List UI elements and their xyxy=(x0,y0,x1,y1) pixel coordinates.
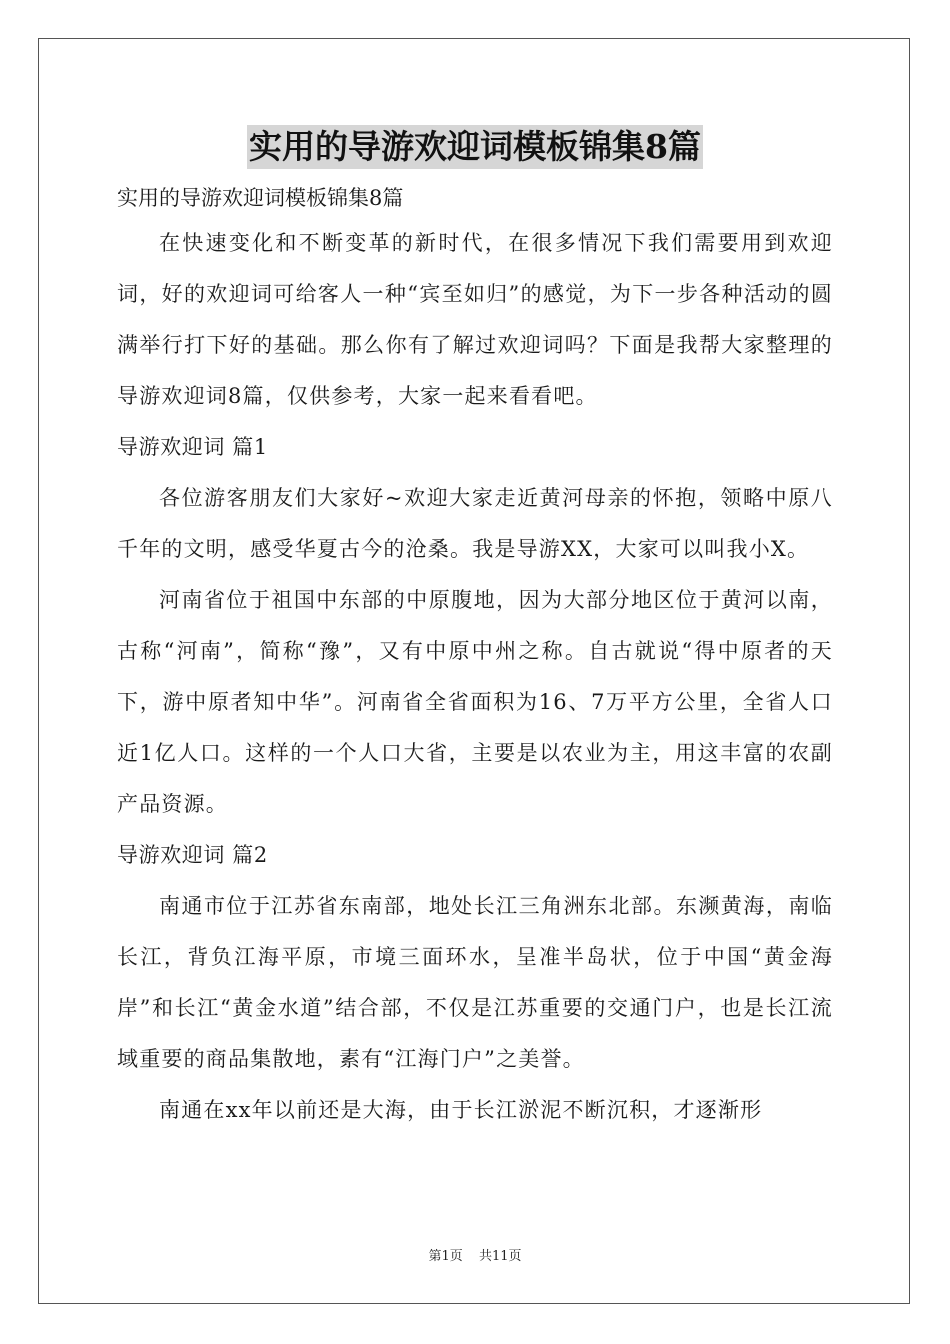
page-footer xyxy=(0,1248,950,1266)
section1-paragraph-2: 河南省位于祖国中东部的中原腹地，因为大部分地区位于黄河以南，古称“河南”，简称“豫”，又有中原中州之称。自古就说“得中原者的天下，游中原者知中华”。河南省全省面积为16、7万平方公里，全省人口近1亿人口。这样的一个人口大省，主要是以农业为主，用这丰富的农副产品资源。 xyxy=(117,588,833,816)
intro-paragraph: 在快速变化和不断变革的新时代，在很多情况下我们需要用到欢迎词，好的欢迎词可给客人一种“宾至如归”的感觉，为下一步各种活动的圆满举行打下好的基础。那么你有了解过欢迎词吗？下面是我帮大家整理的导游欢迎词8篇，仅供参考，大家一起来看看吧。 xyxy=(117,231,833,408)
section-heading-2: 导游欢迎词 篇2 xyxy=(117,843,268,867)
document-body xyxy=(117,178,833,1136)
document-subtitle: 实用的导游欢迎词模板锦集8篇 xyxy=(117,186,404,210)
page-number: 第1页 xyxy=(428,1249,463,1264)
section2-paragraph-2: 南通在xx年以前还是大海，由于长江淤泥不断沉积，才逐渐形 xyxy=(159,1098,763,1122)
document-title: 实用的导游欢迎词模板锦集8篇 xyxy=(247,125,703,169)
page-total: 共11页 xyxy=(478,1249,522,1264)
section1-paragraph-1: 各位游客朋友们大家好~欢迎大家走近黄河母亲的怀抱，领略中原八千年的文明，感受华夏古今的沧桑。我是导游XX，大家可以叫我小X。 xyxy=(117,486,833,561)
section-heading-1: 导游欢迎词 篇1 xyxy=(117,435,268,459)
title-container xyxy=(0,125,950,169)
section2-paragraph-1: 南通市位于江苏省东南部，地处长江三角洲东北部。东濒黄海，南临长江，背负江海平原，市境三面环水，呈准半岛状，位于中国“黄金海岸”和长江“黄金水道”结合部，不仅是江苏重要的交通门户，也是长江流域重要的商品集散地，素有“江海门户”之美誉。 xyxy=(117,894,833,1071)
